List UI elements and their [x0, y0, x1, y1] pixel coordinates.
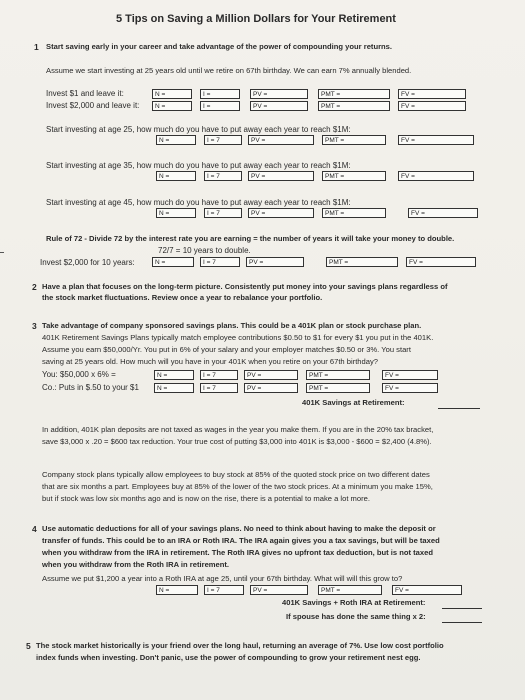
start-25-pv-field[interactable]: PV = — [248, 135, 314, 145]
tip-4-line-4: when you withdraw from the Roth IRA in retirement. — [42, 560, 230, 569]
tip-3-paragraph-1: 401K Retirement Savings Plans typically match employee contributions $0.50 to $1 for every $1 you put in the 401K. — [42, 333, 434, 342]
roth-i-field[interactable]: I = 7 — [204, 585, 244, 595]
invest-1-fv-field[interactable]: FV = — [398, 89, 466, 99]
co-pv-field[interactable]: PV = — [244, 383, 298, 393]
start-45-n-field[interactable]: N = — [156, 208, 196, 218]
invest-10yr-i-field[interactable]: I = 7 — [200, 257, 240, 267]
start-25-n-field[interactable]: N = — [156, 135, 196, 145]
you-i-field[interactable]: I = 7 — [200, 370, 238, 380]
tip-3-number: 3 — [32, 321, 37, 331]
invest-1-pmt-field[interactable]: PMT = — [318, 89, 390, 99]
co-contribution-label: Co.: Puts in $.50 to your $1 — [42, 383, 139, 392]
tip-2-line-2: the stock market fluctuations. Review once a year to rebalance your portfolio. — [42, 293, 323, 302]
invest-1-n-field[interactable]: N = — [152, 89, 192, 99]
rule-72-text: Rule of 72 - Divide 72 by the interest rate you are earning = the number of years it will take your money to double. — [46, 234, 455, 243]
invest-1-i-field[interactable]: I = — [200, 89, 240, 99]
tip-1-heading: Start saving early in your career and take advantage of the power of compounding your returns. — [46, 42, 393, 51]
invest-10yr-pv-field[interactable]: PV = — [246, 257, 304, 267]
you-pmt-field[interactable]: PMT = — [306, 370, 370, 380]
spouse-total-answer-line[interactable] — [442, 622, 482, 623]
tip-1-assumption: Assume we start investing at 25 years old until we retire on 67th birthday. We can earn 7% annually blended. — [46, 66, 412, 75]
invest-2000-fv-field[interactable]: FV = — [398, 101, 466, 111]
invest-10yr-label: Invest $2,000 for 10 years: — [40, 258, 135, 267]
invest-1-pv-field[interactable]: PV = — [250, 89, 308, 99]
start-45-pv-field[interactable]: PV = — [248, 208, 314, 218]
invest-2000-pv-field[interactable]: PV = — [250, 101, 308, 111]
start-25-fv-field[interactable]: FV = — [398, 135, 474, 145]
stock-paragraph-line-2: that are six months a part. Employees buy at 85% of the lower of the two stock prices. At a minimum you make 15%, — [42, 482, 433, 491]
page-title: 5 Tips on Saving a Million Dollars for Your Retirement — [116, 13, 396, 25]
co-i-field[interactable]: I = 7 — [200, 383, 238, 393]
rule-72-example: 72/7 = 10 years to double. — [158, 246, 251, 255]
start-35-pmt-field[interactable]: PMT = — [322, 171, 386, 181]
start-45-i-field[interactable]: I = 7 — [204, 208, 242, 218]
invest-2000-n-field[interactable]: N = — [152, 101, 192, 111]
tip-5-line-2: index funds when investing. Don't panic, use the power of compounding to grow your retirement nest egg. — [36, 653, 421, 662]
you-contribution-label: You: $50,000 x 6% = — [42, 370, 116, 379]
invest-10yr-n-field[interactable]: N = — [152, 257, 194, 267]
stock-paragraph-line-1: Company stock plans typically allow employees to buy stock at 85% of the quoted stock price on two different dates — [42, 470, 430, 479]
roth-pmt-field[interactable]: PMT = — [318, 585, 382, 595]
tip-4-line-2: transfer of funds. This could be to an IRA or Roth IRA. The IRA again gives you a tax savings, but will be taxed — [42, 536, 440, 545]
tip-3-paragraph-3: saving at 25 years old. How much will you have in your 401K when you retire on your 67th birthday? — [42, 357, 378, 366]
roth-assumption: Assume we put $1,200 a year into a Roth IRA at age 25, until your 67th birthday. What will will this grow to? — [42, 574, 403, 583]
tip-5-number: 5 — [26, 641, 31, 651]
tax-paragraph-line-1: In addition, 401K plan deposits are not taxed as wages in the year you make them. If you are in the 20% tax bracket, — [42, 425, 434, 434]
start-45-fv-field[interactable]: FV = — [408, 208, 478, 218]
tip-3-heading: Take advantage of company sponsored savings plans. This could be a 401K plan or stock purchase plan. — [42, 321, 422, 330]
co-fv-field[interactable]: FV = — [382, 383, 438, 393]
start-25-pmt-field[interactable]: PMT = — [322, 135, 386, 145]
co-pmt-field[interactable]: PMT = — [306, 383, 370, 393]
tip-3-paragraph-2: Assume you earn $50,000/Yr. You put in 6% of your salary and your employer matches $0.50 or 3%. You start — [42, 345, 411, 354]
you-pv-field[interactable]: PV = — [244, 370, 298, 380]
roth-fv-field[interactable]: FV = — [392, 585, 462, 595]
tax-paragraph-line-2: save $3,000 x .20 = $600 tax reduction. Your true cost of putting $3,000 into 401K is $3,000 - $600 = $2,400 (4.8%). — [42, 437, 432, 446]
start-45-label: Start investing at age 45, how much do you have to put away each year to reach $1M: — [46, 198, 351, 207]
roth-total-label: 401K Savings + Roth IRA at Retirement: — [282, 598, 426, 607]
tip-2-number: 2 — [32, 282, 37, 292]
start-25-i-field[interactable]: I = 7 — [204, 135, 242, 145]
invest-10yr-fv-field[interactable]: FV = — [406, 257, 476, 267]
you-fv-field[interactable]: FV = — [382, 370, 438, 380]
margin-tick-mark — [0, 252, 4, 253]
tip-2-line-1: Have a plan that focuses on the long-term picture. Consistently put money into your savings plans regardless of — [42, 282, 448, 291]
tip-5-line-1: The stock market historically is your friend over the long haul, returning an average of 7%. Use low cost portfolio — [36, 641, 444, 650]
you-n-field[interactable]: N = — [154, 370, 194, 380]
start-45-pmt-field[interactable]: PMT = — [322, 208, 386, 218]
start-35-label: Start investing at age 35, how much do you have to put away each year to reach $1M: — [46, 161, 351, 170]
invest-2000-pmt-field[interactable]: PMT = — [318, 101, 390, 111]
co-n-field[interactable]: N = — [154, 383, 194, 393]
start-35-n-field[interactable]: N = — [156, 171, 196, 181]
start-25-label: Start investing at age 25, how much do you have to put away each year to reach $1M: — [46, 125, 351, 134]
start-35-i-field[interactable]: I = 7 — [204, 171, 242, 181]
tip-1-number: 1 — [34, 42, 39, 52]
tip-4-line-3: when you withdraw from the IRA in retirement. The Roth IRA gives no upfront tax deduction, but is not taxed — [42, 548, 433, 557]
invest-1-label: Invest $1 and leave it: — [46, 89, 124, 98]
tip-4-line-1: Use automatic deductions for all of your savings plans. No need to think about having to make the deposit or — [42, 524, 436, 533]
401k-savings-label: 401K Savings at Retirement: — [302, 398, 405, 407]
start-35-fv-field[interactable]: FV = — [398, 171, 474, 181]
invest-2000-label: Invest $2,000 and leave it: — [46, 101, 140, 110]
roth-n-field[interactable]: N = — [156, 585, 198, 595]
start-35-pv-field[interactable]: PV = — [248, 171, 314, 181]
spouse-total-label: If spouse has done the same thing x 2: — [286, 612, 426, 621]
stock-paragraph-line-3: but if stock was low six months ago and is now on the rise, there is a potential to make a lot more. — [42, 494, 370, 503]
invest-10yr-pmt-field[interactable]: PMT = — [326, 257, 398, 267]
invest-2000-i-field[interactable]: I = — [200, 101, 240, 111]
401k-savings-answer-line[interactable] — [438, 408, 480, 409]
roth-total-answer-line[interactable] — [442, 608, 482, 609]
tip-4-number: 4 — [32, 524, 37, 534]
roth-pv-field[interactable]: PV = — [250, 585, 308, 595]
